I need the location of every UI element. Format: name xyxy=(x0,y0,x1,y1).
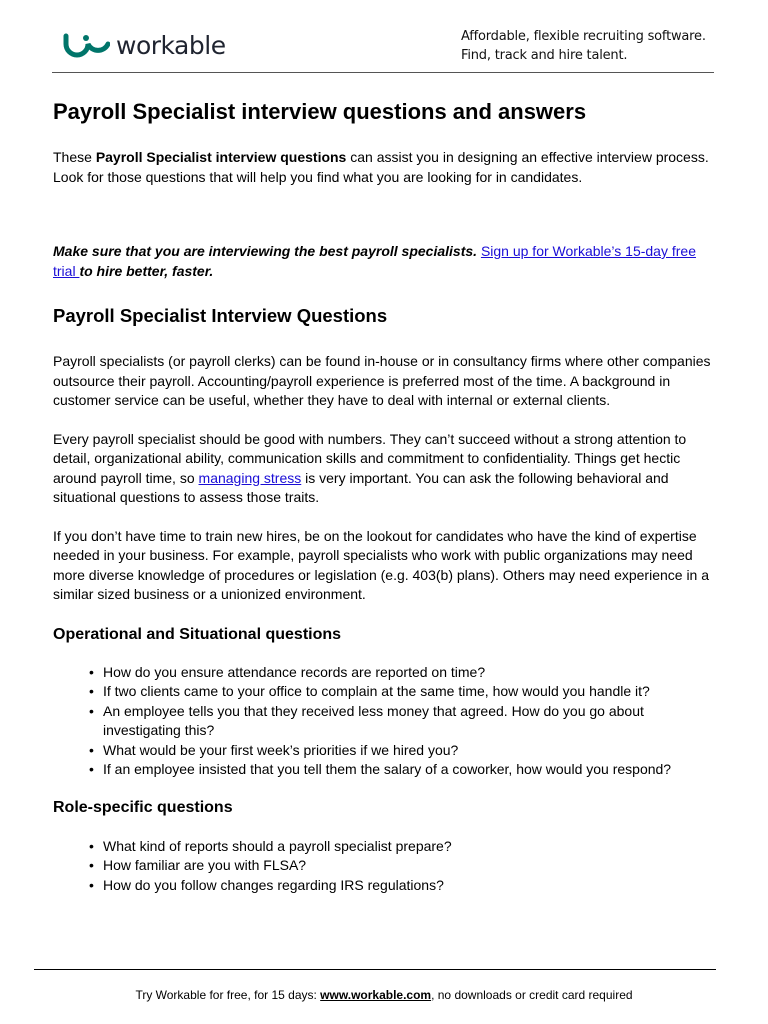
tagline-line-1: Affordable, flexible recruiting software. xyxy=(461,29,706,44)
intro-bold: Payroll Specialist interview questions xyxy=(95,149,347,165)
list-item: • An employee tells you that they received less money that agreed. How do you go about investigating this? xyxy=(103,702,718,741)
cta-text: Make sure that you are interviewing the best payroll specialists. xyxy=(53,243,481,259)
footer-divider xyxy=(34,969,716,970)
logo-text: workable xyxy=(116,30,226,60)
list-item: • If an employee insisted that you tell them the salary of a coworker, how would you respond? xyxy=(103,760,718,780)
list-item: • How do you follow changes regarding IRS regulations? xyxy=(103,876,718,896)
footer-website-link[interactable]: www.workable.com xyxy=(320,988,432,1002)
list-item: • How familiar are you with FLSA? xyxy=(103,856,718,876)
intro-text-pre: These xyxy=(53,149,96,165)
para2-post: is very important. You can ask the following behavioral and situational questions to assess those traits. xyxy=(53,469,669,505)
workable-logo-icon xyxy=(62,30,110,60)
page-header xyxy=(0,0,768,74)
document-body xyxy=(53,98,718,895)
list-item: • What would be your first week’s priorities if we hired you? xyxy=(103,741,718,761)
free-trial-link[interactable]: Sign up for Workable’s 15-day free trial xyxy=(53,243,696,279)
paragraph-2 xyxy=(53,430,718,508)
paragraph-1: Payroll specialists (or payroll clerks) can be found in-house or in consultancy firms where other companies outsource their payroll. Accounting/payroll experience is preferred most of the time. A background in customer service can be useful, whether they have to deal with internal or external clients. xyxy=(53,353,711,408)
footer-text-pre: Try Workable for free, for 15 days: xyxy=(135,988,321,1002)
role-specific-questions-list xyxy=(53,837,718,896)
cta-paragraph xyxy=(53,242,718,281)
footer-text-post: , no downloads or credit card required xyxy=(431,988,633,1002)
header-divider xyxy=(52,72,714,73)
intro-text-post: can assist you in designing an effective interview process. Look for those questions that will help you find what you are looking for in candidates. xyxy=(53,149,709,185)
operational-questions-list xyxy=(53,663,718,780)
managing-stress-link[interactable]: managing stress xyxy=(198,469,302,486)
page-footer xyxy=(0,987,768,1003)
intro-paragraph xyxy=(53,148,718,187)
list-item: • If two clients came to your office to complain at the same time, how would you handle it? xyxy=(103,682,718,702)
para2-pre: Every payroll specialist should be good with numbers. They can’t succeed without a strong attention to detail, organizational ability, communication skills and commitment to confidentiality. Things get hectic around payroll time, so xyxy=(53,430,687,486)
workable-logo[interactable] xyxy=(62,28,226,62)
role-specific-questions-title: Role-specific questions xyxy=(53,798,233,816)
list-item: • What kind of reports should a payroll specialist prepare? xyxy=(103,837,718,857)
list-item: • How do you ensure attendance records are reported on time? xyxy=(103,663,718,683)
paragraph-3: If you don’t have time to train new hires, be on the lookout for candidates who have the kind of expertise needed in your business. For example, payroll specialists who work with public organizations may need more diverse knowledge of procedures or legislation (e.g. 403(b) plans). Others may need experience in a similar sized business or a unionized environment. xyxy=(53,527,710,602)
tagline-line-2: Find, track and hire talent. xyxy=(461,48,628,63)
header-tagline xyxy=(461,27,706,65)
cta-after: to hire better, faster. xyxy=(79,262,214,279)
operational-questions-title: Operational and Situational questions xyxy=(53,625,342,643)
page-title: Payroll Specialist interview questions and answers xyxy=(53,99,587,124)
section-title: Payroll Specialist Interview Questions xyxy=(53,305,388,326)
